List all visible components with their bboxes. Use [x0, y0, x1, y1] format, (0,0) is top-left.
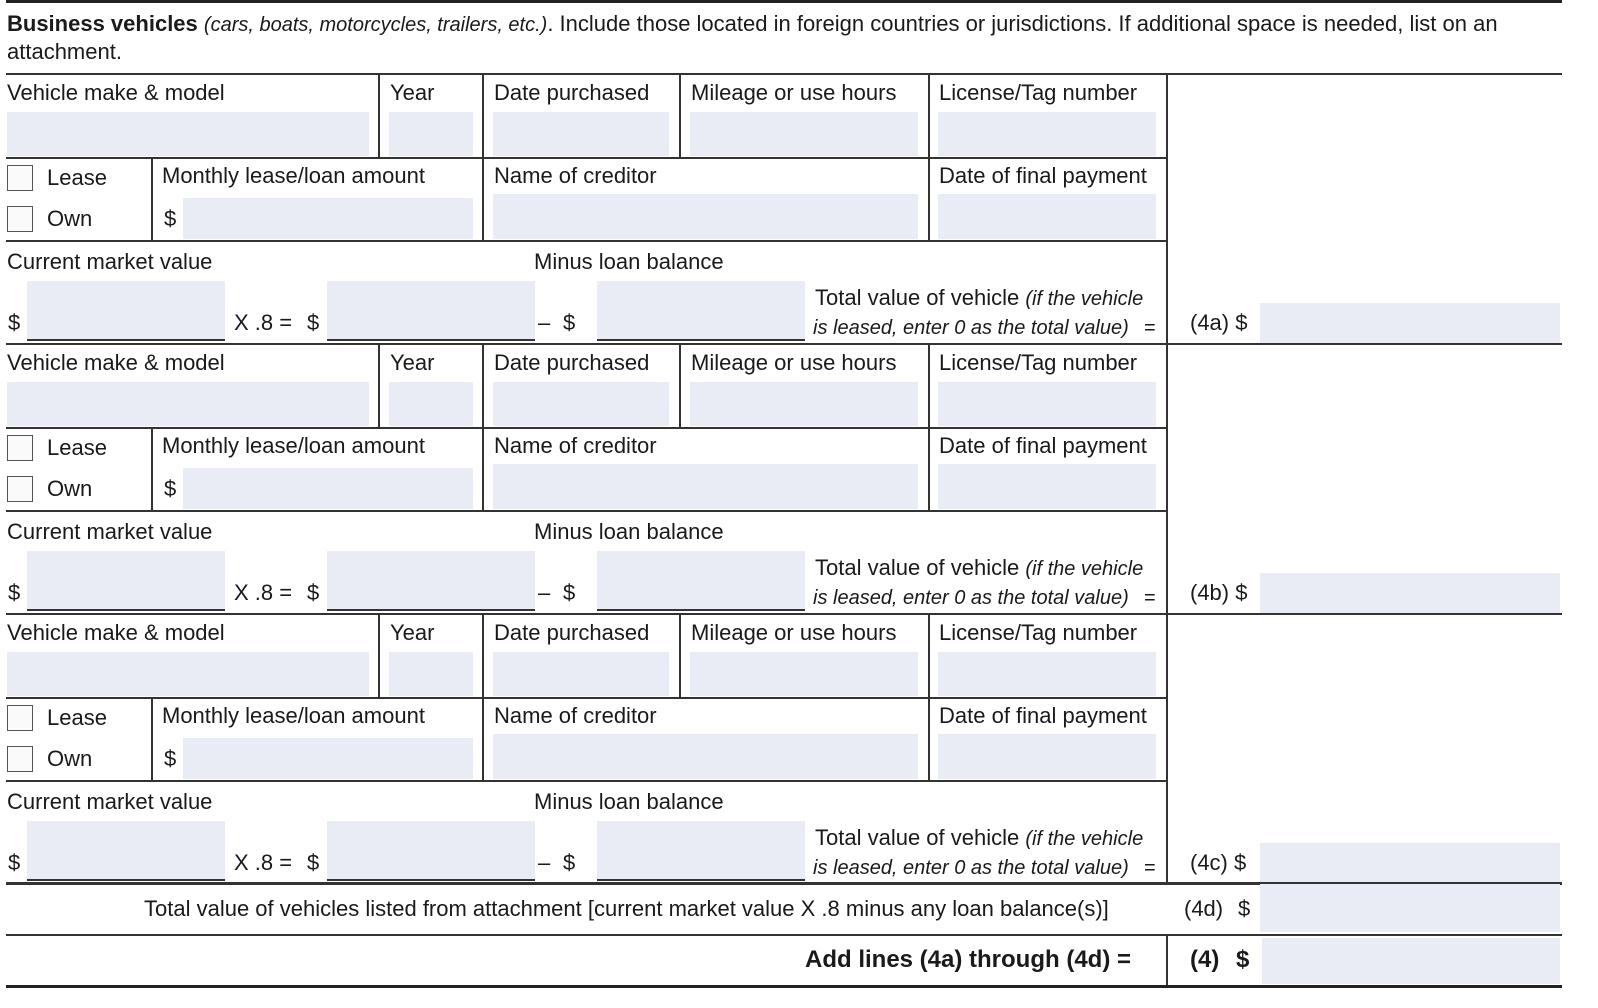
lease-checkbox[interactable]	[7, 705, 33, 731]
creditor-label: Name of creditor	[494, 163, 657, 188]
monthly-input[interactable]	[183, 198, 473, 239]
col-rule	[378, 345, 380, 428]
attachment-line-number: (4d)	[1184, 896, 1224, 921]
own-checkbox[interactable]	[7, 746, 33, 772]
date-purchased-label: Date purchased	[494, 350, 650, 375]
year-label: Year	[390, 350, 435, 375]
line-number: (4a) $	[1190, 310, 1248, 335]
total-value-prefix: Total value of vehicle	[815, 285, 1020, 310]
col-rule	[151, 428, 153, 511]
make-model-input[interactable]	[7, 112, 369, 156]
section-instructions: . Include those located in foreign countries or jurisdictions. If additional space is needed, list on an	[547, 11, 1498, 36]
mileage-input[interactable]	[690, 652, 918, 696]
total-value-note-cont: is leased, enter 0 as the total value)	[813, 857, 1129, 879]
col-rule	[151, 698, 153, 781]
value-x8-dollar: $	[307, 580, 320, 605]
col-rule	[151, 158, 153, 241]
own-checkbox[interactable]	[7, 476, 33, 502]
current-value-label: Current market value	[7, 789, 213, 814]
monthly-label: Monthly lease/loan amount	[162, 163, 425, 188]
minus-sign: –	[538, 580, 551, 605]
final-payment-input[interactable]	[938, 464, 1156, 509]
lease-label: Lease	[47, 705, 107, 730]
lease-label: Lease	[47, 165, 107, 190]
mileage-input[interactable]	[690, 382, 918, 426]
current-value-input[interactable]	[27, 551, 225, 611]
final-payment-input[interactable]	[938, 734, 1156, 779]
total-line-number: (4)	[1190, 946, 1220, 973]
creditor-label: Name of creditor	[494, 703, 657, 728]
minus-loan-label: Minus loan balance	[534, 789, 724, 814]
license-label: License/Tag number	[939, 80, 1138, 105]
vehicle-total-input[interactable]	[1260, 573, 1560, 613]
minus-loan-label: Minus loan balance	[534, 519, 724, 544]
attachment-bottom-rule	[6, 934, 1562, 936]
final-payment-label: Date of final payment	[939, 433, 1147, 458]
date-purchased-input[interactable]	[493, 382, 669, 426]
total-dollar: $	[1236, 946, 1250, 973]
mileage-label: Mileage or use hours	[691, 620, 897, 645]
col-rule	[378, 615, 380, 698]
own-checkbox[interactable]	[7, 206, 33, 232]
col-rule	[1166, 75, 1168, 343]
times-label: X .8 =	[234, 850, 293, 875]
section-instructions-cont: attachment.	[7, 39, 122, 64]
date-purchased-label: Date purchased	[494, 80, 650, 105]
make-model-label: Vehicle make & model	[7, 350, 225, 375]
creditor-input[interactable]	[493, 464, 918, 509]
attachment-total-input[interactable]	[1260, 884, 1560, 932]
attachment-dollar: $	[1238, 896, 1251, 921]
monthly-dollar: $	[164, 476, 177, 501]
col-rule	[378, 75, 380, 158]
equals-sign: =	[1144, 317, 1156, 339]
mileage-label: Mileage or use hours	[691, 350, 897, 375]
col-rule	[679, 75, 681, 158]
total-value-label	[815, 285, 1143, 312]
mileage-label: Mileage or use hours	[691, 80, 897, 105]
loan-balance-input[interactable]	[597, 551, 805, 611]
total-left-rule	[1166, 934, 1168, 988]
col-rule	[679, 615, 681, 698]
loan-balance-input[interactable]	[597, 821, 805, 881]
value-x8-input[interactable]	[327, 551, 535, 611]
license-input[interactable]	[938, 112, 1156, 156]
license-label: License/Tag number	[939, 620, 1138, 645]
mileage-input[interactable]	[690, 112, 918, 156]
creditor-input[interactable]	[493, 194, 918, 239]
license-input[interactable]	[938, 652, 1156, 696]
creditor-input[interactable]	[493, 734, 918, 779]
make-model-label: Vehicle make & model	[7, 80, 225, 105]
make-model-label: Vehicle make & model	[7, 620, 225, 645]
bottom-rule	[6, 985, 1562, 988]
license-input[interactable]	[938, 382, 1156, 426]
times-label: X .8 =	[234, 580, 293, 605]
own-label: Own	[47, 206, 93, 231]
current-value-label: Current market value	[7, 249, 213, 274]
total-value-note: (if the vehicle	[1025, 288, 1144, 310]
row-rule	[6, 510, 1168, 512]
creditor-label: Name of creditor	[494, 433, 657, 458]
monthly-label: Monthly lease/loan amount	[162, 433, 425, 458]
line-number: (4b) $	[1190, 580, 1248, 605]
loan-balance-dollar: $	[563, 580, 576, 605]
year-label: Year	[390, 80, 435, 105]
col-rule	[1166, 345, 1168, 613]
header-divider	[6, 73, 1562, 75]
total-value-label	[815, 825, 1143, 852]
block-bottom-rule	[6, 343, 1562, 345]
monthly-dollar: $	[164, 746, 177, 771]
total-value-note: (if the vehicle	[1025, 558, 1144, 580]
row-rule	[6, 240, 1168, 242]
total-value-label	[815, 555, 1143, 582]
minus-sign: –	[538, 850, 551, 875]
block-bottom-rule	[6, 613, 1562, 615]
total-value-prefix: Total value of vehicle	[815, 825, 1020, 850]
year-input[interactable]	[389, 382, 473, 426]
equals-sign: =	[1144, 857, 1156, 879]
lease-checkbox[interactable]	[7, 165, 33, 191]
times-label: X .8 =	[234, 310, 293, 335]
loan-balance-input[interactable]	[597, 281, 805, 341]
attachment-label: Total value of vehicles listed from attachment [current market value X .8 minus any loan balance(s)]	[144, 896, 1109, 921]
lease-label: Lease	[47, 435, 107, 460]
current-value-input[interactable]	[27, 281, 225, 341]
current-value-dollar: $	[8, 580, 21, 605]
date-purchased-input[interactable]	[493, 652, 669, 696]
loan-balance-dollar: $	[563, 850, 576, 875]
line-number: (4c) $	[1190, 850, 1247, 875]
col-rule	[1166, 615, 1168, 883]
current-value-dollar: $	[8, 850, 21, 875]
row-rule	[6, 780, 1168, 782]
vehicle-total-input[interactable]	[1260, 303, 1560, 343]
total-value-note-cont: is leased, enter 0 as the total value)	[813, 587, 1129, 609]
value-x8-dollar: $	[307, 850, 320, 875]
value-x8-input[interactable]	[327, 281, 535, 341]
lease-checkbox[interactable]	[7, 435, 33, 461]
make-model-input[interactable]	[7, 382, 369, 426]
row-rule	[6, 427, 1168, 429]
current-value-input[interactable]	[27, 821, 225, 881]
col-rule	[679, 345, 681, 428]
current-value-dollar: $	[8, 310, 21, 335]
value-x8-dollar: $	[307, 310, 320, 335]
year-input[interactable]	[389, 112, 473, 156]
value-x8-input[interactable]	[327, 821, 535, 881]
license-label: License/Tag number	[939, 350, 1138, 375]
total-label: Add lines (4a) through (4d) =	[805, 946, 1132, 973]
row-rule	[6, 157, 1168, 159]
section-header	[7, 10, 1498, 39]
monthly-dollar: $	[164, 206, 177, 231]
total-value-note-cont: is leased, enter 0 as the total value)	[813, 317, 1129, 339]
final-payment-label: Date of final payment	[939, 163, 1147, 188]
top-rule	[6, 0, 1562, 3]
total-input[interactable]	[1262, 938, 1560, 984]
date-purchased-label: Date purchased	[494, 620, 650, 645]
total-value-prefix: Total value of vehicle	[815, 555, 1020, 580]
row-rule	[6, 697, 1168, 699]
own-label: Own	[47, 476, 93, 501]
date-purchased-input[interactable]	[493, 112, 669, 156]
make-model-input[interactable]	[7, 652, 369, 696]
minus-loan-label: Minus loan balance	[534, 249, 724, 274]
section-title: Business vehicles	[7, 11, 198, 36]
total-value-note: (if the vehicle	[1025, 828, 1144, 850]
equals-sign: =	[1144, 587, 1156, 609]
monthly-input[interactable]	[183, 738, 473, 779]
current-value-label: Current market value	[7, 519, 213, 544]
final-payment-label: Date of final payment	[939, 703, 1147, 728]
year-label: Year	[390, 620, 435, 645]
monthly-input[interactable]	[183, 468, 473, 509]
vehicle-total-input[interactable]	[1260, 843, 1560, 883]
loan-balance-dollar: $	[563, 310, 576, 335]
minus-sign: –	[538, 310, 551, 335]
own-label: Own	[47, 746, 93, 771]
section-title-note: (cars, boats, motorcycles, trailers, etc.)	[203, 14, 548, 36]
year-input[interactable]	[389, 652, 473, 696]
monthly-label: Monthly lease/loan amount	[162, 703, 425, 728]
final-payment-input[interactable]	[938, 194, 1156, 239]
